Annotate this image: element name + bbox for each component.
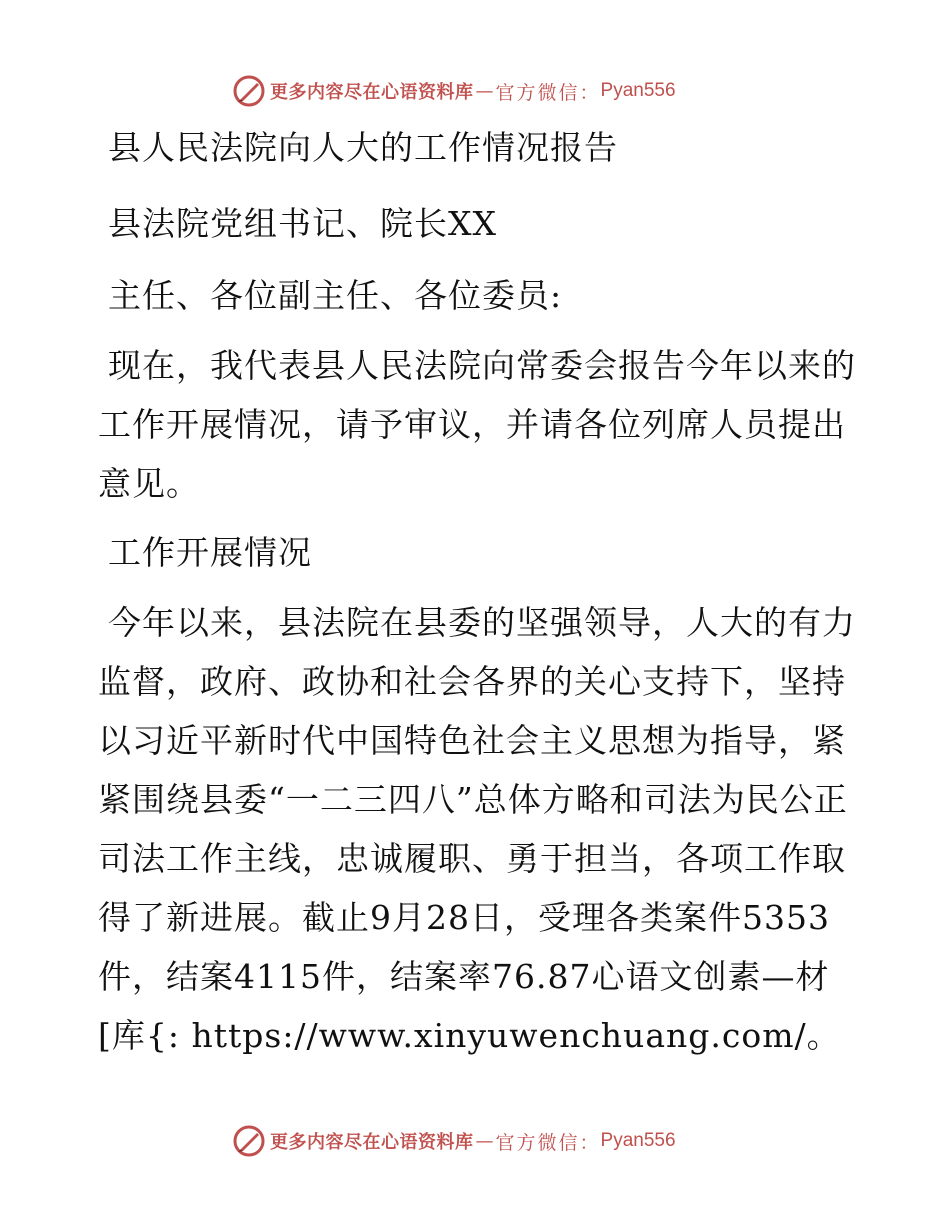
section-heading: 工作开展情况 (108, 533, 312, 572)
document-body (98, 118, 858, 1065)
watermark-separator: — (475, 80, 494, 102)
watermark-main-text: 更多内容尽在心语资料库 (270, 82, 474, 103)
watermark-id: Pyan556 (600, 1130, 676, 1151)
paragraph-intro: 现在，我代表县人民法院向常委会报告今年以来的工作开展情况，请予审议，并请各位列席人员提出意见。 (98, 346, 856, 503)
pen-logo-icon (232, 74, 266, 108)
paragraph-work-status: 今年以来，县法院在县委的坚强领导，人大的有力监督，政府、政协和社会各界的关心支持下，坚持以习近平新时代中国特色社会主义思想为指导，紧紧围绕县委“一二三四八”总体方略和司法为民公正司法工作主线，忠诚履职、勇于担当，各项工作取得了新进展。截止9月28日，受理各类案件5353件，结案4115件，结案率76.87心语文创素—材[库{: https://www.xinyuwenchuang.com/。 (98, 603, 856, 1055)
watermark-header (232, 74, 676, 108)
watermark-main-text: 更多内容尽在心语资料库 (270, 1132, 474, 1153)
watermark-label: 官方微信： (495, 1131, 601, 1154)
document-author: 县法院党组书记、院长XX (108, 204, 497, 243)
document-salutation: 主任、各位副主任、各位委员: (108, 276, 563, 315)
watermark-label: 官方微信： (495, 81, 601, 104)
watermark-separator: — (475, 1130, 494, 1152)
pen-logo-icon (232, 1124, 266, 1158)
document-title: 县人民法院向人大的工作情况报告 (108, 128, 618, 167)
watermark-footer (232, 1124, 676, 1158)
watermark-id: Pyan556 (600, 80, 676, 101)
